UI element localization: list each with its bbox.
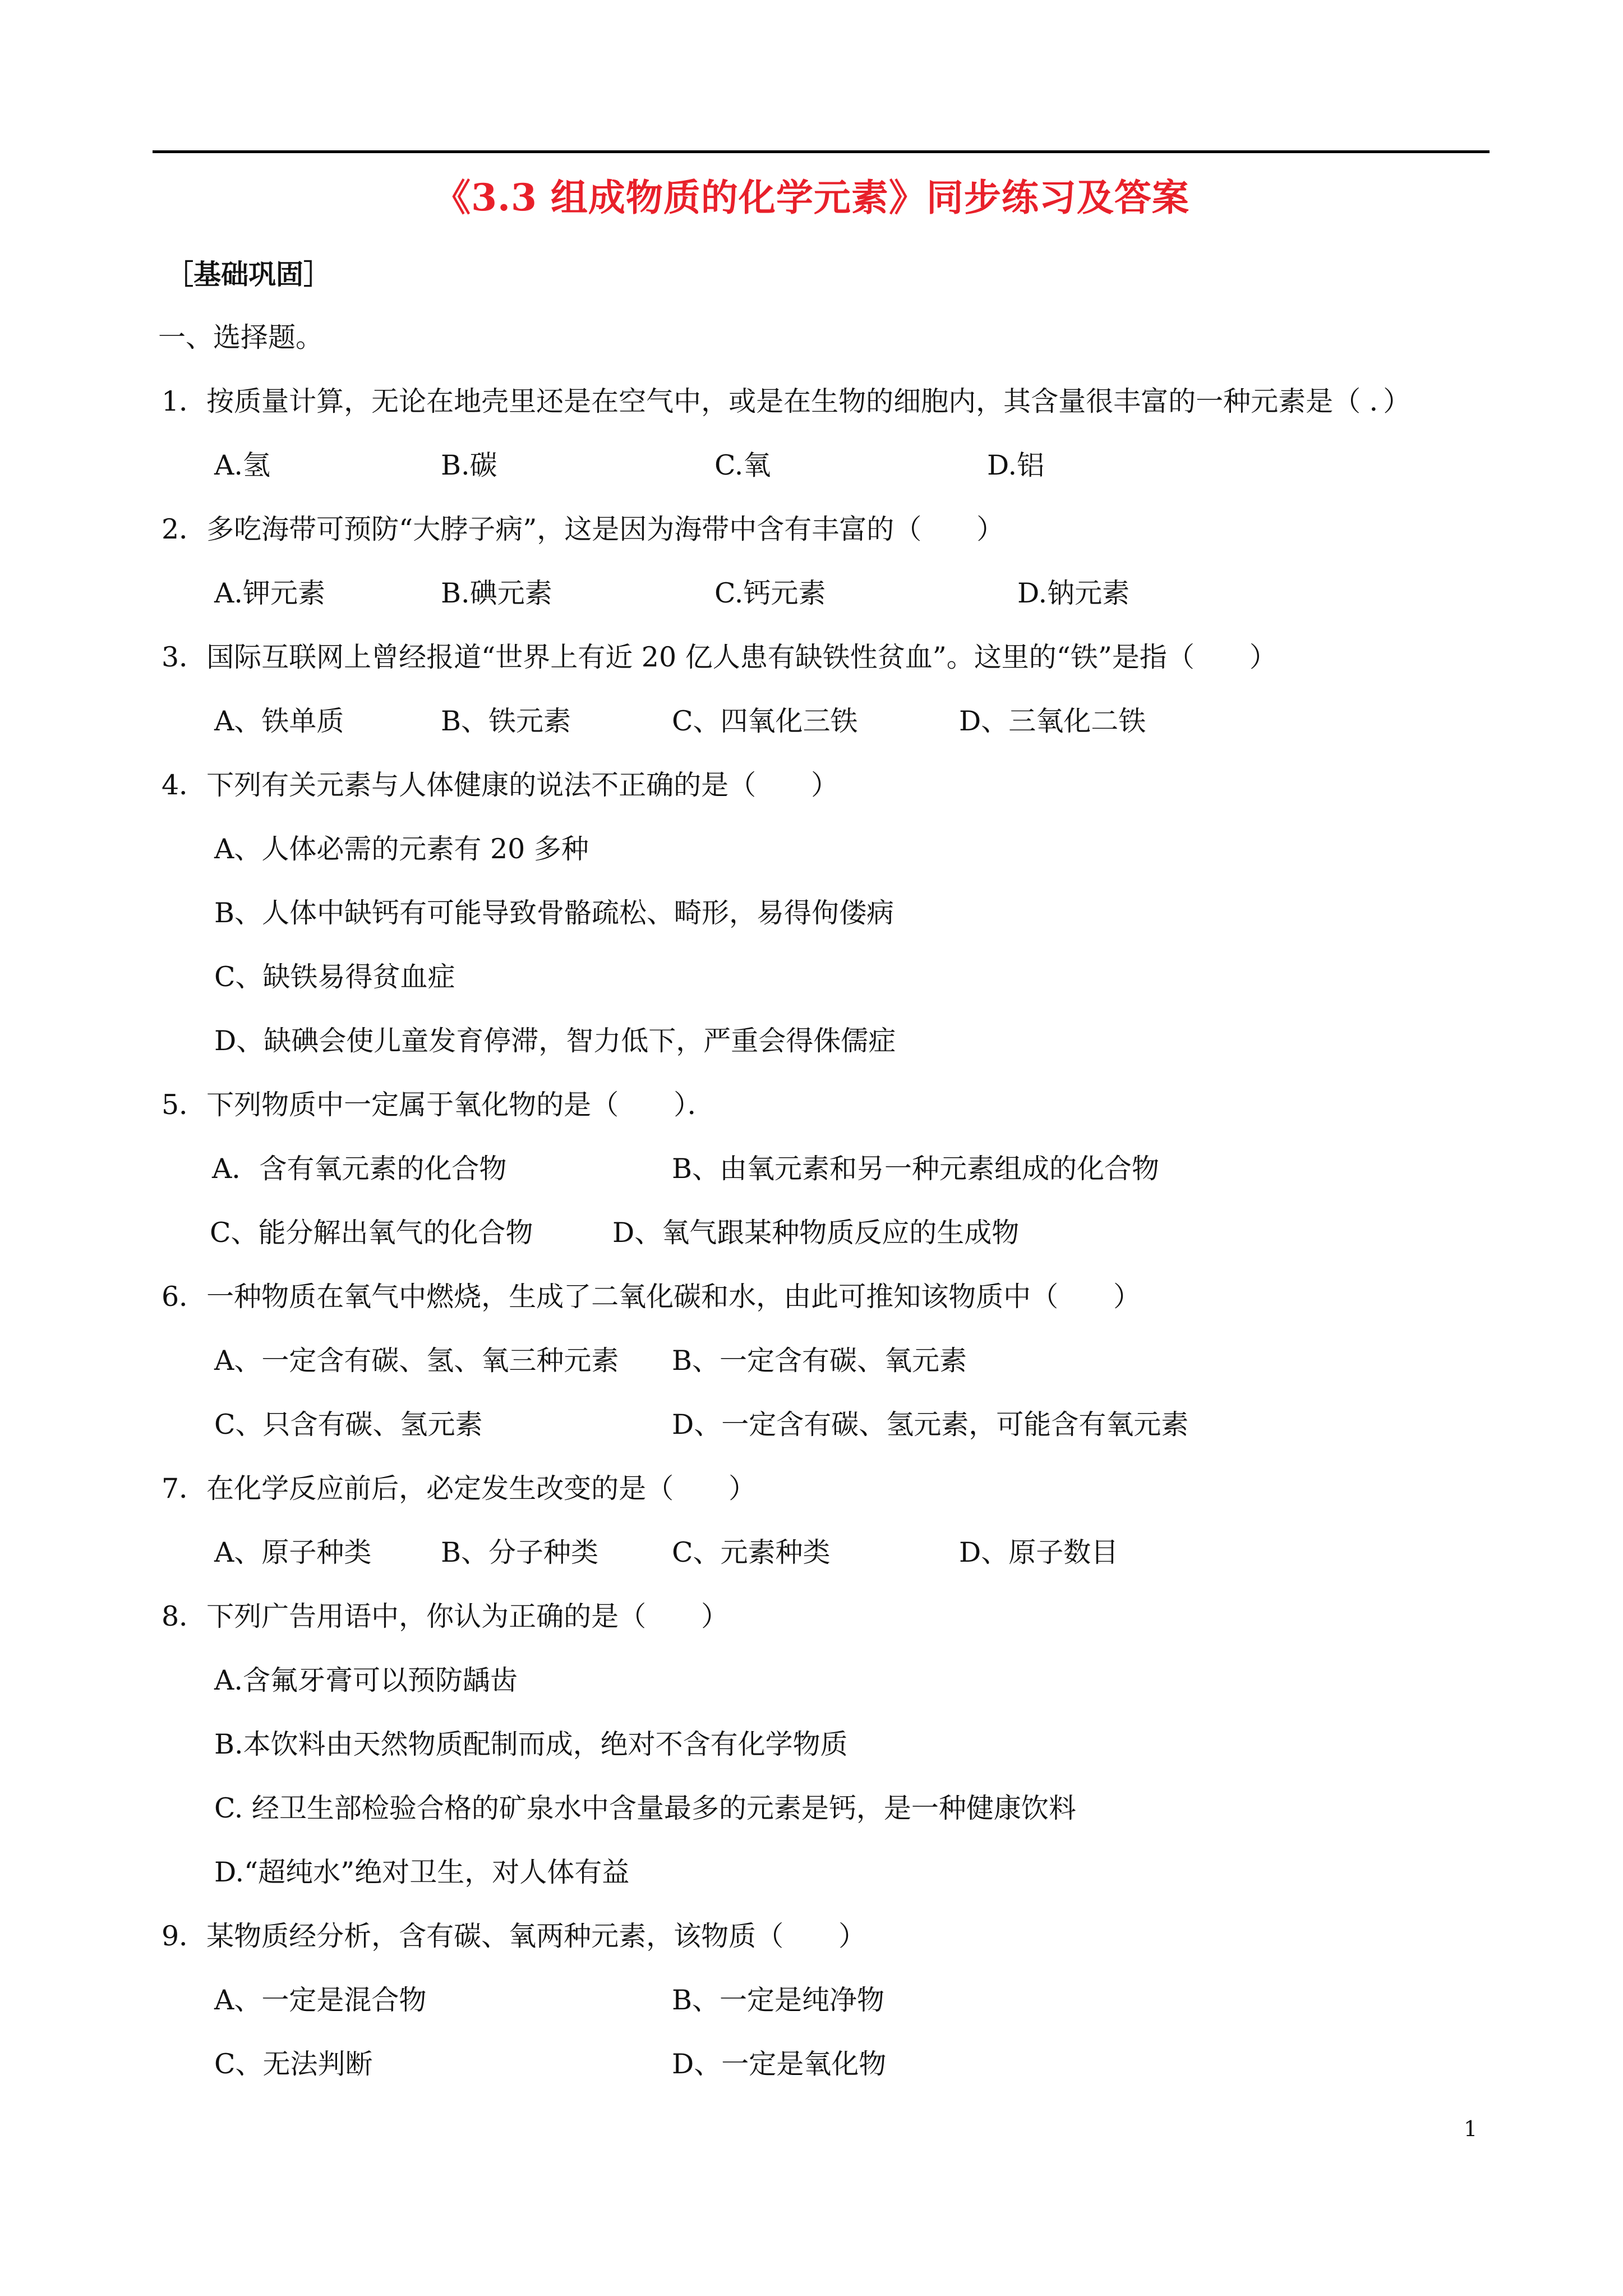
q1-option-d: D.铝 bbox=[987, 449, 1045, 481]
q5-option-a: A．含有氧元素的化合物 bbox=[212, 1153, 507, 1185]
question-6-stem: 6．一种物质在氧气中燃烧，生成了二氧化碳和水，由此可推知该物质中（ ） bbox=[162, 1281, 1141, 1313]
question-3-stem: 3．国际互联网上曾经报道“世界上有近 20 亿人患有缺铁性贫血”。这里的“铁”是指（ ） bbox=[162, 641, 1277, 673]
q6-option-b: B、一定含有碳、氧元素 bbox=[672, 1345, 967, 1377]
q9-option-a: A、一定是混合物 bbox=[214, 1984, 427, 2016]
question-5-stem: 5．下列物质中一定属于氧化物的是（ ）． bbox=[162, 1089, 715, 1121]
q8-option-b: B.本饮料由天然物质配制而成，绝对不含有化学物质 bbox=[214, 1728, 848, 1760]
q3-option-c: C、四氧化三铁 bbox=[672, 705, 858, 737]
q4-option-c: C、缺铁易得贫血症 bbox=[214, 961, 455, 993]
q4-option-b: B、人体中缺钙有可能导致骨骼疏松、畸形，易得佝偻病 bbox=[214, 897, 895, 929]
q2-option-d: D.钠元素 bbox=[1017, 577, 1130, 609]
section-heading: ［基础巩固］ bbox=[166, 258, 331, 291]
q9-option-b: B、一定是纯净物 bbox=[672, 1984, 885, 2016]
q6-option-d: D、一定含有碳、氢元素，可能含有氧元素 bbox=[672, 1409, 1189, 1441]
q9-option-c: C、无法判断 bbox=[214, 2048, 373, 2080]
question-1-stem: 1．按质量计算，无论在地壳里还是在空气中，或是在生物的细胞内，其含量很丰富的一种元素是（ ．） bbox=[162, 385, 1411, 417]
q6-option-a: A、一定含有碳、氢、氧三种元素 bbox=[214, 1345, 619, 1377]
q2-option-c: C.钙元素 bbox=[714, 577, 826, 609]
q8-option-c: C. 经卫生部检验合格的矿泉水中含量最多的元素是钙，是一种健康饮料 bbox=[214, 1792, 1076, 1824]
q7-option-d: D、原子数目 bbox=[959, 1536, 1119, 1568]
q1-option-c: C.氧 bbox=[714, 449, 771, 481]
q5-option-d: D、氧气跟某种物质反应的生成物 bbox=[612, 1217, 1020, 1249]
q4-option-a: A、人体必需的元素有 20 多种 bbox=[214, 833, 589, 865]
q8-option-d: D.“超纯水”绝对卫生，对人体有益 bbox=[214, 1856, 630, 1888]
part-heading: 一、选择题。 bbox=[158, 321, 324, 353]
document-title: 《3.3 组成物质的化学元素》同步练习及答案 bbox=[434, 176, 1189, 219]
header-rule bbox=[153, 150, 1490, 153]
page-number: 1 bbox=[1464, 2116, 1478, 2141]
q5-option-c: C、能分解出氧气的化合物 bbox=[210, 1217, 533, 1249]
q2-option-a: A.钾元素 bbox=[214, 577, 325, 609]
q7-option-a: A、原子种类 bbox=[214, 1536, 372, 1568]
q3-option-a: A、铁单质 bbox=[214, 705, 344, 737]
question-4-stem: 4．下列有关元素与人体健康的说法不正确的是（ ） bbox=[162, 769, 839, 801]
q4-option-d: D、缺碘会使儿童发育停滞，智力低下，严重会得侏儒症 bbox=[214, 1025, 896, 1057]
q5-option-b: B、由氧元素和另一种元素组成的化合物 bbox=[672, 1153, 1160, 1185]
q9-option-d: D、一定是氧化物 bbox=[672, 2048, 887, 2080]
question-7-stem: 7．在化学反应前后，必定发生改变的是（ ） bbox=[162, 1473, 757, 1504]
q7-option-b: B、分子种类 bbox=[441, 1536, 599, 1568]
q3-option-d: D、三氧化二铁 bbox=[959, 705, 1146, 737]
q8-option-a: A.含氟牙膏可以预防龋齿 bbox=[214, 1664, 518, 1696]
question-8-stem: 8．下列广告用语中，你认为正确的是（ ） bbox=[162, 1600, 729, 1632]
q3-option-b: B、铁元素 bbox=[441, 705, 571, 737]
q6-option-c: C、只含有碳、氢元素 bbox=[214, 1409, 483, 1441]
q7-option-c: C、元素种类 bbox=[672, 1536, 831, 1568]
q2-option-b: B.碘元素 bbox=[441, 577, 552, 609]
question-9-stem: 9．某物质经分析，含有碳、氧两种元素，该物质（ ） bbox=[162, 1920, 866, 1952]
q1-option-b: B.碳 bbox=[441, 449, 497, 481]
question-2-stem: 2．多吃海带可预防“大脖子病”，这是因为海带中含有丰富的（ ） bbox=[162, 513, 1004, 545]
q1-option-a: A.氢 bbox=[214, 449, 270, 481]
